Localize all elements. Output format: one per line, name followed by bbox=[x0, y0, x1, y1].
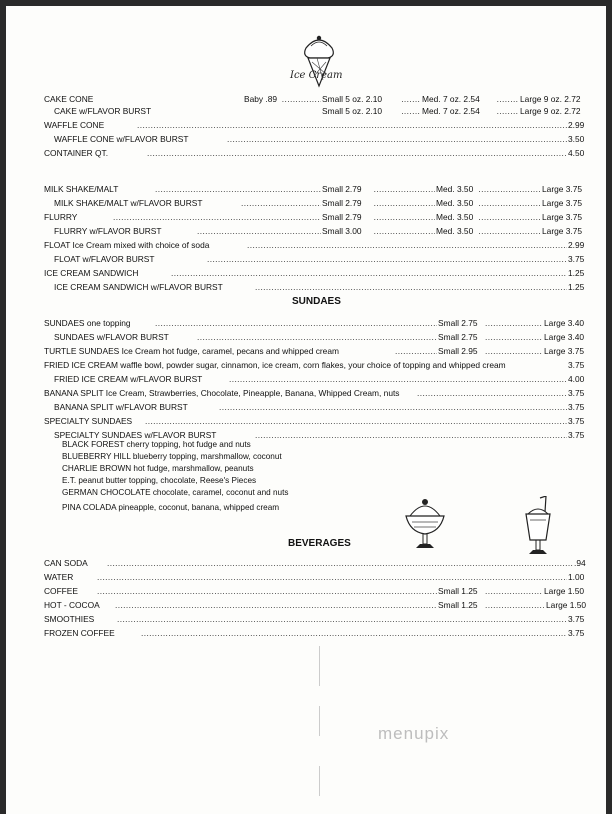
menu-item-price: .94 bbox=[574, 558, 586, 568]
menu-item-size-price: Small 1.25 bbox=[438, 586, 478, 596]
menu-item-size-price: Small 2.75 bbox=[438, 332, 478, 342]
menu-item-row bbox=[44, 268, 590, 281]
specialty-item: CHARLIE BROWN hot fudge, marshmallow, peanuts bbox=[62, 464, 254, 473]
menu-item-name: ICE CREAM SANDWICH bbox=[44, 268, 139, 278]
menu-item-name: MILK SHAKE/MALT bbox=[44, 184, 119, 194]
ice-cream-cone-icon bbox=[284, 34, 354, 92]
menu-item-name: FRIED ICE CREAM waffle bowl, powder sugar, cinnamon, ice cream, corn flakes, your choice of topping and whipped cream bbox=[44, 360, 506, 370]
menu-item-name: SMOOTHIES bbox=[44, 614, 95, 624]
menu-item-name: FLURRY w/FLAVOR BURST bbox=[54, 226, 162, 236]
menu-item-price: Large 9 oz. 2.72 bbox=[520, 94, 581, 104]
menu-item-price: Large 3.75 bbox=[542, 184, 583, 194]
menu-item-size-price: Small 2.79 bbox=[322, 212, 362, 222]
watermark: menupix bbox=[378, 724, 450, 743]
menu-item-name: HOT - COCOA bbox=[44, 600, 100, 610]
menu-item-price: 2.99 bbox=[568, 240, 585, 250]
menu-item-row bbox=[44, 148, 590, 161]
menu-item-name: BANANA SPLIT w/FLAVOR BURST bbox=[54, 402, 188, 412]
menu-item-name: BANANA SPLIT Ice Cream, Strawberries, Chocolate, Pineapple, Banana, Whipped Cream, nuts bbox=[44, 388, 400, 398]
menu-item-price: 3.75 bbox=[568, 388, 585, 398]
menu-item-price: 3.75 bbox=[568, 628, 585, 638]
menu-item-name: WATER bbox=[44, 572, 74, 582]
menu-item-size-price: Med. 3.50 bbox=[436, 226, 474, 236]
menu-item-row bbox=[44, 416, 590, 429]
specialty-item: BLACK FOREST cherry topping, hot fudge and nuts bbox=[62, 440, 251, 449]
menu-item-size-price: Small 5 oz. 2.10 bbox=[322, 106, 383, 116]
menu-item-row bbox=[44, 558, 590, 571]
menu-item-row bbox=[44, 572, 590, 585]
menu-item-row bbox=[44, 198, 590, 211]
specialty-item: PINA COLADA pineapple, coconut, banana, whipped cream bbox=[62, 503, 280, 512]
menu-item-name: CAKE w/FLAVOR BURST bbox=[54, 106, 152, 116]
menu-item-name: SUNDAES one topping bbox=[44, 318, 131, 328]
menu-page bbox=[6, 6, 606, 814]
menu-item-price: 3.75 bbox=[568, 430, 585, 440]
menu-item-size-price: Med. 7 oz. 2.54 bbox=[422, 106, 480, 116]
menu-item-name: FROZEN COFFEE bbox=[44, 628, 115, 638]
menu-item-row bbox=[44, 282, 590, 295]
menu-item-row bbox=[44, 600, 590, 613]
menu-item-name: FLURRY bbox=[44, 212, 78, 222]
menu-item-size-price: Small 2.79 bbox=[322, 184, 362, 194]
menu-item-row bbox=[44, 374, 590, 387]
menu-item-price: Large 3.75 bbox=[544, 346, 585, 356]
menu-item-name: SPECIALTY SUNDAES w/FLAVOR BURST bbox=[54, 430, 217, 440]
menu-item-price: 3.75 bbox=[568, 254, 585, 264]
menu-item-row bbox=[44, 184, 590, 197]
milkshake-icon bbox=[518, 496, 558, 558]
menu-item-name: SPECIALTY SUNDAES bbox=[44, 416, 133, 426]
menu-item-name: MILK SHAKE/MALT w/FLAVOR BURST bbox=[54, 198, 203, 208]
specialty-item: BLUEBERRY HILL blueberry topping, marshmallow, coconut bbox=[62, 452, 282, 461]
menu-item-price: 4.50 bbox=[568, 148, 585, 158]
menu-item-row bbox=[44, 212, 590, 225]
menu-item-row bbox=[44, 134, 590, 147]
menu-item-name: COFFEE bbox=[44, 586, 78, 596]
menu-item-price: 4.00 bbox=[568, 374, 585, 384]
menu-item-name: FRIED ICE CREAM w/FLAVOR BURST bbox=[54, 374, 203, 384]
menu-item-size-price: Small 3.00 bbox=[322, 226, 362, 236]
menu-item-name: FLOAT Ice Cream mixed with choice of soda bbox=[44, 240, 210, 250]
menu-item-name: TURTLE SUNDAES Ice Cream hot fudge, caramel, pecans and whipped cream bbox=[44, 346, 339, 356]
menu-item-name: ICE CREAM SANDWICH w/FLAVOR BURST bbox=[54, 282, 223, 292]
menu-item-size-price: Small 2.75 bbox=[438, 318, 478, 328]
menu-item-row bbox=[44, 360, 590, 373]
specialty-item: E.T. peanut butter topping, chocolate, Reese's Pieces bbox=[62, 476, 257, 485]
menu-item-row bbox=[44, 388, 590, 401]
menu-item-price: 3.50 bbox=[568, 134, 585, 144]
menu-item-price: 3.75 bbox=[568, 614, 585, 624]
menu-item-name: SUNDAES w/FLAVOR BURST bbox=[54, 332, 169, 342]
menu-item-name: WAFFLE CONE bbox=[44, 120, 105, 130]
menu-item-size-price: Small 5 oz. 2.10 bbox=[322, 94, 383, 104]
menu-item-price: Large 9 oz. 2.72 bbox=[520, 106, 581, 116]
menu-item-row bbox=[44, 254, 590, 267]
menu-item-row bbox=[44, 332, 590, 345]
menu-item-row bbox=[44, 226, 590, 239]
menu-item-size-price: Small 2.79 bbox=[322, 198, 362, 208]
menu-item-row bbox=[44, 614, 590, 627]
menu-item-row bbox=[44, 402, 590, 415]
menu-item-price: Large 3.75 bbox=[542, 226, 583, 236]
menu-item-size-price: Med. 3.50 bbox=[436, 212, 474, 222]
menu-item-row bbox=[44, 586, 590, 599]
menu-item-name: CAKE CONE bbox=[44, 94, 94, 104]
menu-item-price: 1.25 bbox=[568, 268, 585, 278]
menu-item-row bbox=[44, 240, 590, 253]
menu-item-price: 3.75 bbox=[568, 402, 585, 412]
menu-item-row bbox=[44, 106, 590, 119]
menu-item-name: FLOAT w/FLAVOR BURST bbox=[54, 254, 155, 264]
sundaes-heading: SUNDAES bbox=[292, 296, 341, 307]
menu-item-price: Large 3.40 bbox=[544, 318, 585, 328]
menu-item-name: CONTAINER QT. bbox=[44, 148, 109, 158]
beverages-heading: BEVERAGES bbox=[288, 538, 351, 549]
menu-item-row bbox=[44, 120, 590, 133]
specialty-item: GERMAN CHOCOLATE chocolate, caramel, coconut and nuts bbox=[62, 488, 289, 497]
menu-item-price: Large 3.75 bbox=[542, 212, 583, 222]
menu-item-price: Large 1.50 bbox=[546, 600, 587, 610]
menu-item-size-price: Baby .89 bbox=[244, 94, 278, 104]
menu-item-price: 1.25 bbox=[568, 282, 585, 292]
menu-item-row bbox=[44, 628, 590, 641]
menu-item-row bbox=[44, 346, 590, 359]
logo-text: Ice Cream bbox=[290, 70, 343, 81]
menu-item-size-price: Med. 3.50 bbox=[436, 184, 474, 194]
menu-item-size-price: Small 2.95 bbox=[438, 346, 478, 356]
menu-item-price: 3.75 bbox=[568, 360, 585, 370]
menu-item-size-price: Small 1.25 bbox=[438, 600, 478, 610]
menu-item-price: Large 3.75 bbox=[542, 198, 583, 208]
menu-item-name: CAN SODA bbox=[44, 558, 88, 568]
menu-item-price: 2.99 bbox=[568, 120, 585, 130]
menu-item-price: Large 3.40 bbox=[544, 332, 585, 342]
menu-item-name: WAFFLE CONE w/FLAVOR BURST bbox=[54, 134, 189, 144]
menu-item-price: 1.00 bbox=[568, 572, 585, 582]
menu-item-price: 3.75 bbox=[568, 416, 585, 426]
ice-cream-logo bbox=[284, 34, 354, 92]
sundae-icon bbox=[402, 494, 448, 552]
menu-item-price: Large 1.50 bbox=[544, 586, 585, 596]
menu-item-size-price: Med. 3.50 bbox=[436, 198, 474, 208]
menu-item-row bbox=[44, 318, 590, 331]
menu-item-size-price: Med. 7 oz. 2.54 bbox=[422, 94, 480, 104]
